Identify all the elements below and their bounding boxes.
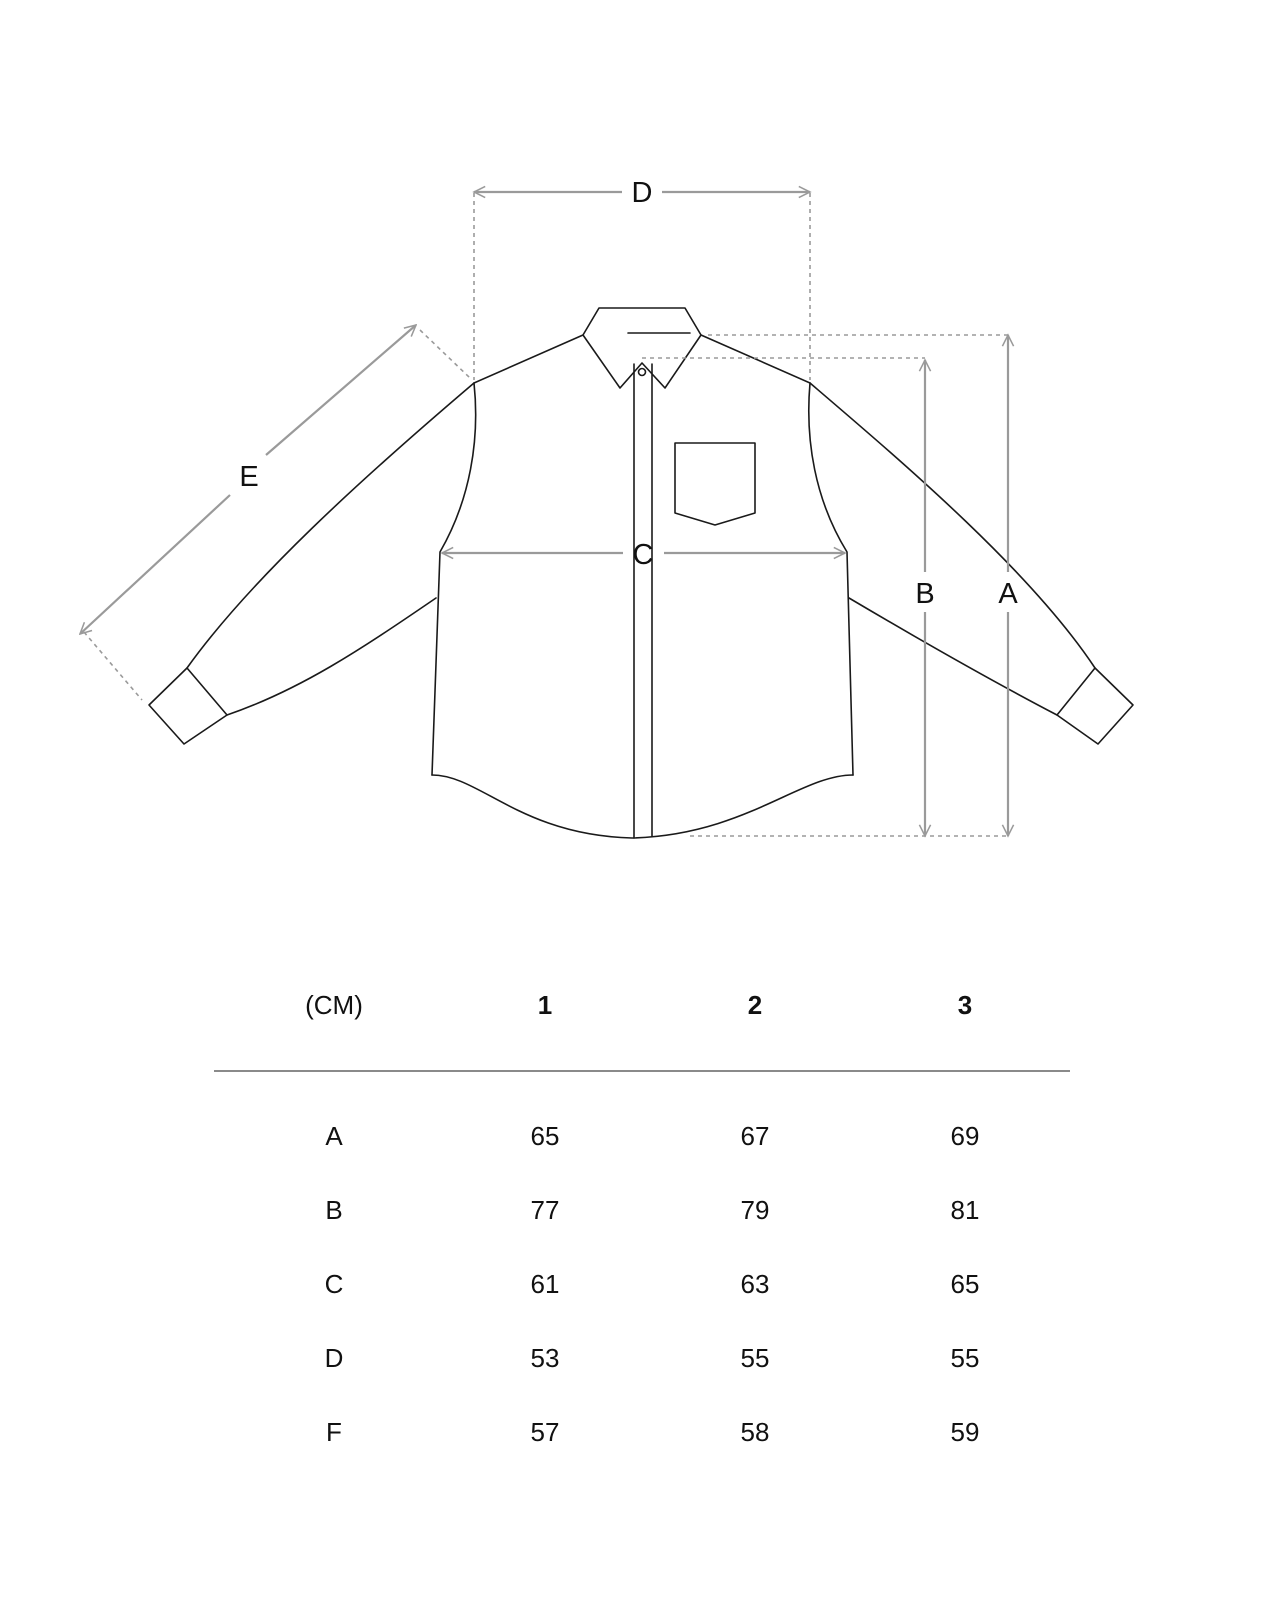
cell-d-2: 55 — [740, 1343, 770, 1373]
cell-f-2: 58 — [740, 1417, 770, 1447]
cell-f-1: 57 — [530, 1417, 560, 1447]
cell-b-1: 77 — [530, 1195, 560, 1225]
size-header-3: 3 — [957, 990, 973, 1020]
cell-b-2: 79 — [740, 1195, 770, 1225]
cell-a-2: 67 — [740, 1121, 770, 1151]
row-label-b: B — [325, 1195, 343, 1225]
cell-a-1: 65 — [530, 1121, 560, 1151]
cell-f-3: 59 — [950, 1417, 980, 1447]
cell-d-1: 53 — [530, 1343, 560, 1373]
unit-label: (CM) — [305, 990, 363, 1020]
row-label-f: F — [326, 1417, 342, 1447]
size-header-1: 1 — [537, 990, 553, 1020]
cell-c-1: 61 — [530, 1269, 560, 1299]
row-label-a: A — [325, 1121, 343, 1151]
dim-label-b: B — [915, 578, 935, 610]
row-label-d: D — [324, 1343, 344, 1373]
size-header-2: 2 — [747, 990, 763, 1020]
dim-label-c: C — [632, 539, 654, 571]
header-divider — [214, 1070, 1070, 1072]
cell-b-3: 81 — [950, 1195, 980, 1225]
cell-a-3: 69 — [950, 1121, 980, 1151]
cell-d-3: 55 — [950, 1343, 980, 1373]
dim-label-e: E — [239, 461, 259, 493]
cell-c-2: 63 — [740, 1269, 770, 1299]
row-label-c: C — [324, 1269, 344, 1299]
dim-label-d: D — [631, 177, 653, 209]
dim-label-a: A — [998, 578, 1018, 610]
cell-c-3: 65 — [950, 1269, 980, 1299]
